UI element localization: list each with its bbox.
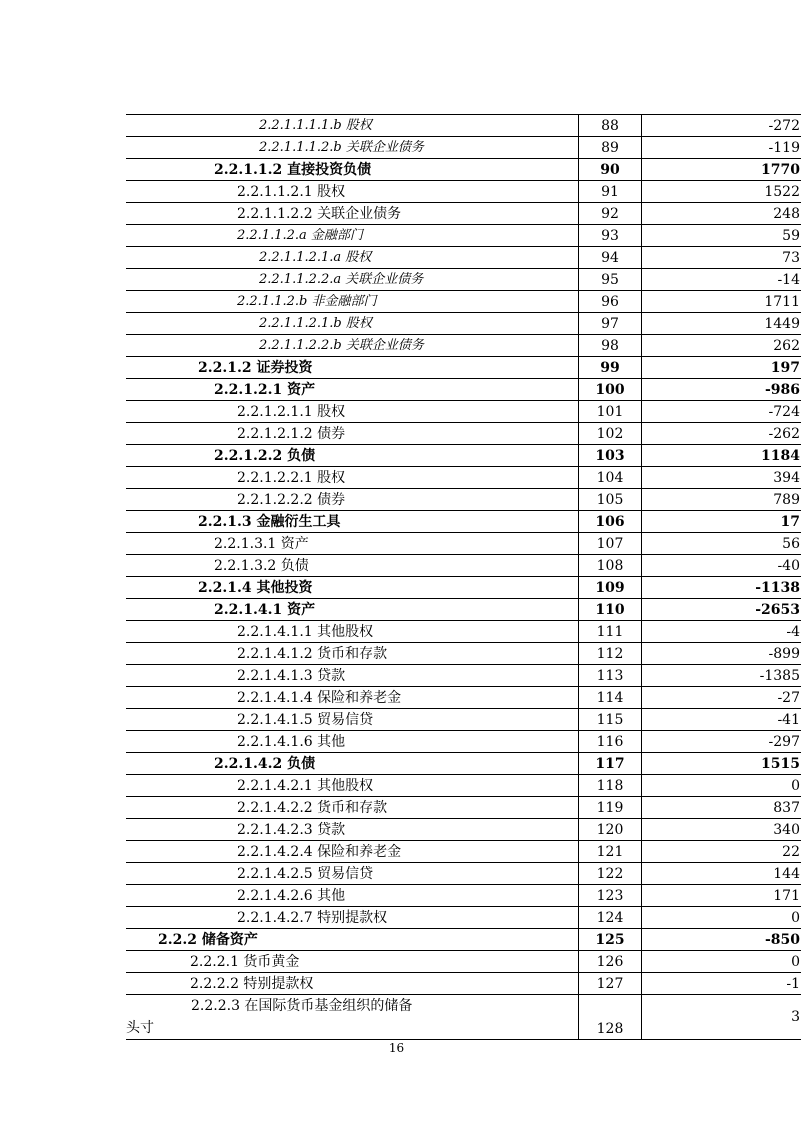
item-label: 2.2.1.4 其他投资 — [126, 577, 579, 599]
row-number: 92 — [579, 203, 642, 225]
row-number: 120 — [579, 819, 642, 841]
table-row — [126, 247, 801, 269]
table-row — [126, 797, 801, 819]
row-value: 171 — [642, 885, 801, 907]
row-value: 1184 — [642, 445, 801, 467]
table-row — [126, 775, 801, 797]
row-value: 197 — [642, 357, 801, 379]
item-label-line1: 2.2.2.3 在国际货币基金组织的储备 — [191, 998, 413, 1014]
table-row — [126, 379, 801, 401]
row-value: -262 — [642, 423, 801, 445]
table-row — [126, 533, 801, 555]
row-value: -272 — [642, 115, 801, 137]
item-label: 2.2.1.4.1.2 货币和存款 — [126, 643, 579, 665]
row-value: -14 — [642, 269, 801, 291]
table-row — [126, 181, 801, 203]
item-label: 2.2.1.1.2.2.b 关联企业债务 — [126, 335, 579, 357]
row-value: -297 — [642, 731, 801, 753]
row-number: 102 — [579, 423, 642, 445]
table-row — [126, 467, 801, 489]
table-row — [126, 907, 801, 929]
row-value: 837 — [642, 797, 801, 819]
row-value: 22 — [642, 841, 801, 863]
item-label: 2.2.1.4.2.5 贸易信贷 — [126, 863, 579, 885]
row-number: 97 — [579, 313, 642, 335]
table-row — [126, 357, 801, 379]
row-number: 106 — [579, 511, 642, 533]
table-row — [126, 511, 801, 533]
row-value: 1449 — [642, 313, 801, 335]
table-row — [126, 995, 801, 1040]
item-label: 2.2.1.1.2 直接投资负债 — [126, 159, 579, 181]
item-label: 2.2.1.1.2.2.a 关联企业债务 — [126, 269, 579, 291]
table-row — [126, 687, 801, 709]
row-number: 103 — [579, 445, 642, 467]
table-row — [126, 115, 801, 137]
row-number: 89 — [579, 137, 642, 159]
item-label: 2.2.1.4.2 负债 — [126, 753, 579, 775]
row-number: 101 — [579, 401, 642, 423]
row-number: 127 — [579, 973, 642, 995]
row-value: -4 — [642, 621, 801, 643]
row-value: -40 — [642, 555, 801, 577]
row-number: 94 — [579, 247, 642, 269]
row-value: -27 — [642, 687, 801, 709]
item-label: 2.2.1.4.1.3 贷款 — [126, 665, 579, 687]
row-value: -850 — [642, 929, 801, 951]
row-number: 98 — [579, 335, 642, 357]
item-label: 2.2.1.2.1.1 股权 — [126, 401, 579, 423]
row-value: 394 — [642, 467, 801, 489]
table-row — [126, 643, 801, 665]
row-number: 108 — [579, 555, 642, 577]
item-label: 2.2.1.3.2 负债 — [126, 555, 579, 577]
item-label-line2: 头寸 — [126, 1020, 154, 1036]
row-value: -1 — [642, 973, 801, 995]
item-label: 2.2.1.4.2.3 贷款 — [126, 819, 579, 841]
row-value: 1770 — [642, 159, 801, 181]
item-label: 2.2.1.1.1.2.b 关联企业债务 — [126, 137, 579, 159]
table-row — [126, 291, 801, 313]
item-label — [126, 995, 579, 1040]
table-row — [126, 753, 801, 775]
row-number: 99 — [579, 357, 642, 379]
row-number: 128 — [579, 995, 642, 1040]
row-value: -1138 — [642, 577, 801, 599]
row-value: 144 — [642, 863, 801, 885]
row-value: 59 — [642, 225, 801, 247]
row-value: 73 — [642, 247, 801, 269]
table-row — [126, 599, 801, 621]
item-label: 2.2.1.4.2.6 其他 — [126, 885, 579, 907]
table-row — [126, 313, 801, 335]
table-row — [126, 401, 801, 423]
row-number: 119 — [579, 797, 642, 819]
item-label: 2.2.1.1.2.2 关联企业债务 — [126, 203, 579, 225]
table-row — [126, 731, 801, 753]
row-number: 124 — [579, 907, 642, 929]
table-row — [126, 489, 801, 511]
row-number: 90 — [579, 159, 642, 181]
item-label: 2.2.1.2.2.2 债券 — [126, 489, 579, 511]
row-number: 100 — [579, 379, 642, 401]
row-number: 96 — [579, 291, 642, 313]
item-label: 2.2.1.2.1 资产 — [126, 379, 579, 401]
row-number: 113 — [579, 665, 642, 687]
item-label: 2.2.2 储备资产 — [126, 929, 579, 951]
row-value: -986 — [642, 379, 801, 401]
table-row — [126, 555, 801, 577]
row-number: 116 — [579, 731, 642, 753]
row-number: 115 — [579, 709, 642, 731]
table-row — [126, 709, 801, 731]
row-value: 1522 — [642, 181, 801, 203]
row-number: 104 — [579, 467, 642, 489]
item-label: 2.2.1.1.2.b 非金融部门 — [126, 291, 579, 313]
row-number: 107 — [579, 533, 642, 555]
row-number: 118 — [579, 775, 642, 797]
row-value: -1385 — [642, 665, 801, 687]
table-row — [126, 863, 801, 885]
table-row — [126, 577, 801, 599]
item-label: 2.2.1.1.2.1 股权 — [126, 181, 579, 203]
item-label: 2.2.1.3.1 资产 — [126, 533, 579, 555]
item-label: 2.2.1.4.2.1 其他股权 — [126, 775, 579, 797]
item-label: 2.2.1.4.2.4 保险和养老金 — [126, 841, 579, 863]
item-label: 2.2.1.2 证券投资 — [126, 357, 579, 379]
row-value: 0 — [642, 951, 801, 973]
row-value: 262 — [642, 335, 801, 357]
row-value: -2653 — [642, 599, 801, 621]
item-label: 2.2.1.4.1 资产 — [126, 599, 579, 621]
row-value: 3 — [642, 995, 801, 1040]
row-value: 17 — [642, 511, 801, 533]
item-label: 2.2.1.2.2.1 股权 — [126, 467, 579, 489]
row-value: 789 — [642, 489, 801, 511]
item-label: 2.2.1.4.1.5 贸易信贷 — [126, 709, 579, 731]
table-row — [126, 929, 801, 951]
row-number: 111 — [579, 621, 642, 643]
row-number: 126 — [579, 951, 642, 973]
row-number: 91 — [579, 181, 642, 203]
table-row — [126, 159, 801, 181]
item-label: 2.2.1.1.1.1.b 股权 — [126, 115, 579, 137]
item-label: 2.2.1.4.1.1 其他股权 — [126, 621, 579, 643]
table-body — [126, 115, 801, 1040]
item-label: 2.2.1.4.1.4 保险和养老金 — [126, 687, 579, 709]
table-row — [126, 225, 801, 247]
table-row — [126, 885, 801, 907]
row-number: 123 — [579, 885, 642, 907]
row-number: 110 — [579, 599, 642, 621]
row-value: 0 — [642, 775, 801, 797]
row-number: 112 — [579, 643, 642, 665]
page-number: 16 — [388, 1041, 405, 1055]
row-number: 117 — [579, 753, 642, 775]
row-number: 121 — [579, 841, 642, 863]
row-value: -41 — [642, 709, 801, 731]
item-label: 2.2.2.1 货币黄金 — [126, 951, 579, 973]
row-value: 56 — [642, 533, 801, 555]
row-value: 1711 — [642, 291, 801, 313]
table-row — [126, 137, 801, 159]
table-row — [126, 445, 801, 467]
row-number: 93 — [579, 225, 642, 247]
item-label: 2.2.1.3 金融衍生工具 — [126, 511, 579, 533]
table-row — [126, 335, 801, 357]
row-number: 88 — [579, 115, 642, 137]
row-value: -899 — [642, 643, 801, 665]
table-row — [126, 423, 801, 445]
table-row — [126, 621, 801, 643]
item-label: 2.2.1.2.2 负债 — [126, 445, 579, 467]
table-row — [126, 665, 801, 687]
table-row — [126, 819, 801, 841]
item-label: 2.2.1.1.2.1.b 股权 — [126, 313, 579, 335]
balance-of-payments-table — [126, 114, 801, 1040]
row-number: 122 — [579, 863, 642, 885]
row-number: 95 — [579, 269, 642, 291]
row-number: 114 — [579, 687, 642, 709]
row-value: -119 — [642, 137, 801, 159]
table-row — [126, 203, 801, 225]
row-value: 340 — [642, 819, 801, 841]
row-value: 0 — [642, 907, 801, 929]
row-value: 1515 — [642, 753, 801, 775]
table-row — [126, 973, 801, 995]
row-number: 105 — [579, 489, 642, 511]
item-label: 2.2.1.4.1.6 其他 — [126, 731, 579, 753]
row-number: 109 — [579, 577, 642, 599]
item-label: 2.2.1.1.2.a 金融部门 — [126, 225, 579, 247]
item-label: 2.2.2.2 特别提款权 — [126, 973, 579, 995]
table-row — [126, 269, 801, 291]
row-value: -724 — [642, 401, 801, 423]
table-row — [126, 841, 801, 863]
item-label: 2.2.1.2.1.2 债券 — [126, 423, 579, 445]
row-number: 125 — [579, 929, 642, 951]
item-label: 2.2.1.4.2.7 特别提款权 — [126, 907, 579, 929]
item-label: 2.2.1.4.2.2 货币和存款 — [126, 797, 579, 819]
item-label: 2.2.1.1.2.1.a 股权 — [126, 247, 579, 269]
row-value: 248 — [642, 203, 801, 225]
table-row — [126, 951, 801, 973]
